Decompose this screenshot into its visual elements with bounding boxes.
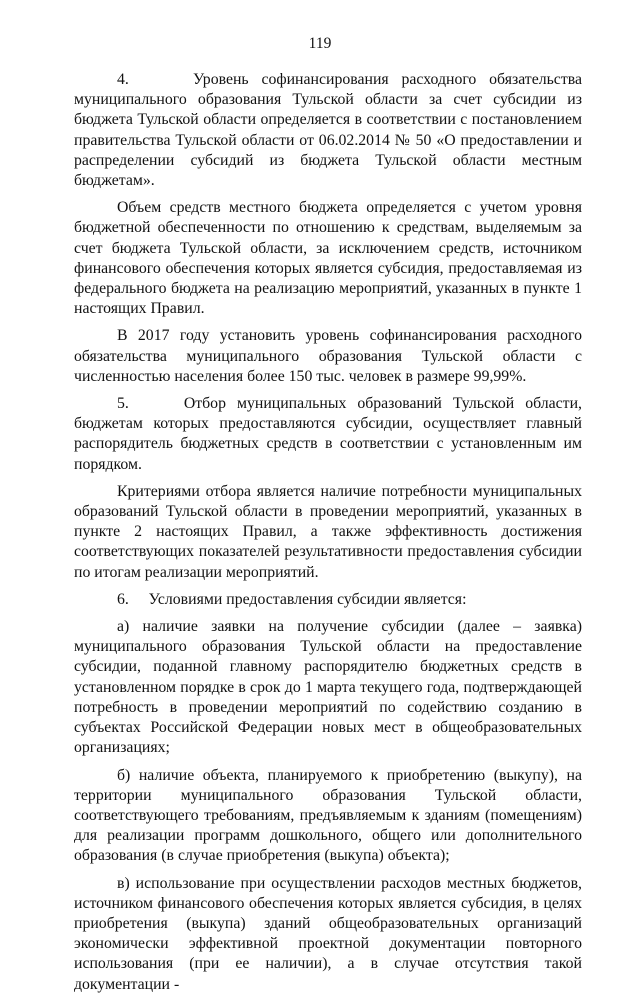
paragraph-4: 4. Уровень софинансирования расходного обязательства муниципального образования Тульской области за счет субсидии из бюджета Тульской области определяется в соответствии с постановлением правительства Тульской области от 06.02.2014 № 50 «О предоставлении и распределении субсидий из бюджета Тульской области местным бюджетам». <box>74 71 582 190</box>
page-number: 119 <box>308 35 332 52</box>
paragraph-cofinancing-2017: В 2017 году установить уровень софинансирования расходного обязательства муниципального образования Тульской области с численностью населения более 150 тыс. человек в размере 99,99%. <box>74 327 582 385</box>
paragraph-6v: в) использование при осуществлении расходов местных бюджетов, источником финансового обеспечения которых является субсидия, в целях приобретения (выкупа) зданий общеобразовательных организаций экономически эффективной проектной документации повторного использования (при ее наличии), а в случае отсутствия такой документации - <box>74 874 582 993</box>
paragraph-6b: б) наличие объекта, планируемого к приобретению (выкупу), на территории муниципального образования Тульской области, соответствующего требованиям, предъявляемым к зданиям (помещениям) для реализации программ дошкольного, общего или дополнительного образования (в случае приобретения (выкупа) объекта); <box>74 766 582 865</box>
paragraph-6a: а) наличие заявки на получение субсидии (далее – заявка) муниципального образования Тульской области на предоставление субсидии, поданной главному распорядителю бюджетных средств в установленном порядке в срок до 1 марта текущего года, подтверждающей потребность в проведении мероприятий по содействию созданию в субъектах Российской Федерации новых мест в общеобразовательных организациях; <box>74 618 582 757</box>
paragraph-6: 6. Условиями предоставления субсидии является: <box>117 590 467 608</box>
paragraph-5: 5. Отбор муниципальных образований Тульской области, бюджетам которых предоставляются субсидии, осуществляет главный распорядитель бюджетных средств в соответствии с установленным им порядком. <box>74 395 582 473</box>
paragraph-budget-volume: Объем средств местного бюджета определяется с учетом уровня бюджетной обеспеченности по отношению к средствам, выделяемым за счет бюджета Тульской области, за исключением средств, источником финансового обеспечения которых является субсидия, предоставляемая из федерального бюджета на реализацию мероприятий, указанных в пункте 1 настоящих Правил. <box>74 199 582 318</box>
paragraph-selection-criteria: Критериями отбора является наличие потребности муниципальных образований Тульской области в проведении мероприятий, указанных в пункте 2 настоящих Правил, а также эффективность достижения соответствующих показателей результативности предоставления субсидии по итогам реализации мероприятий. <box>74 482 582 581</box>
document-body <box>74 70 582 995</box>
